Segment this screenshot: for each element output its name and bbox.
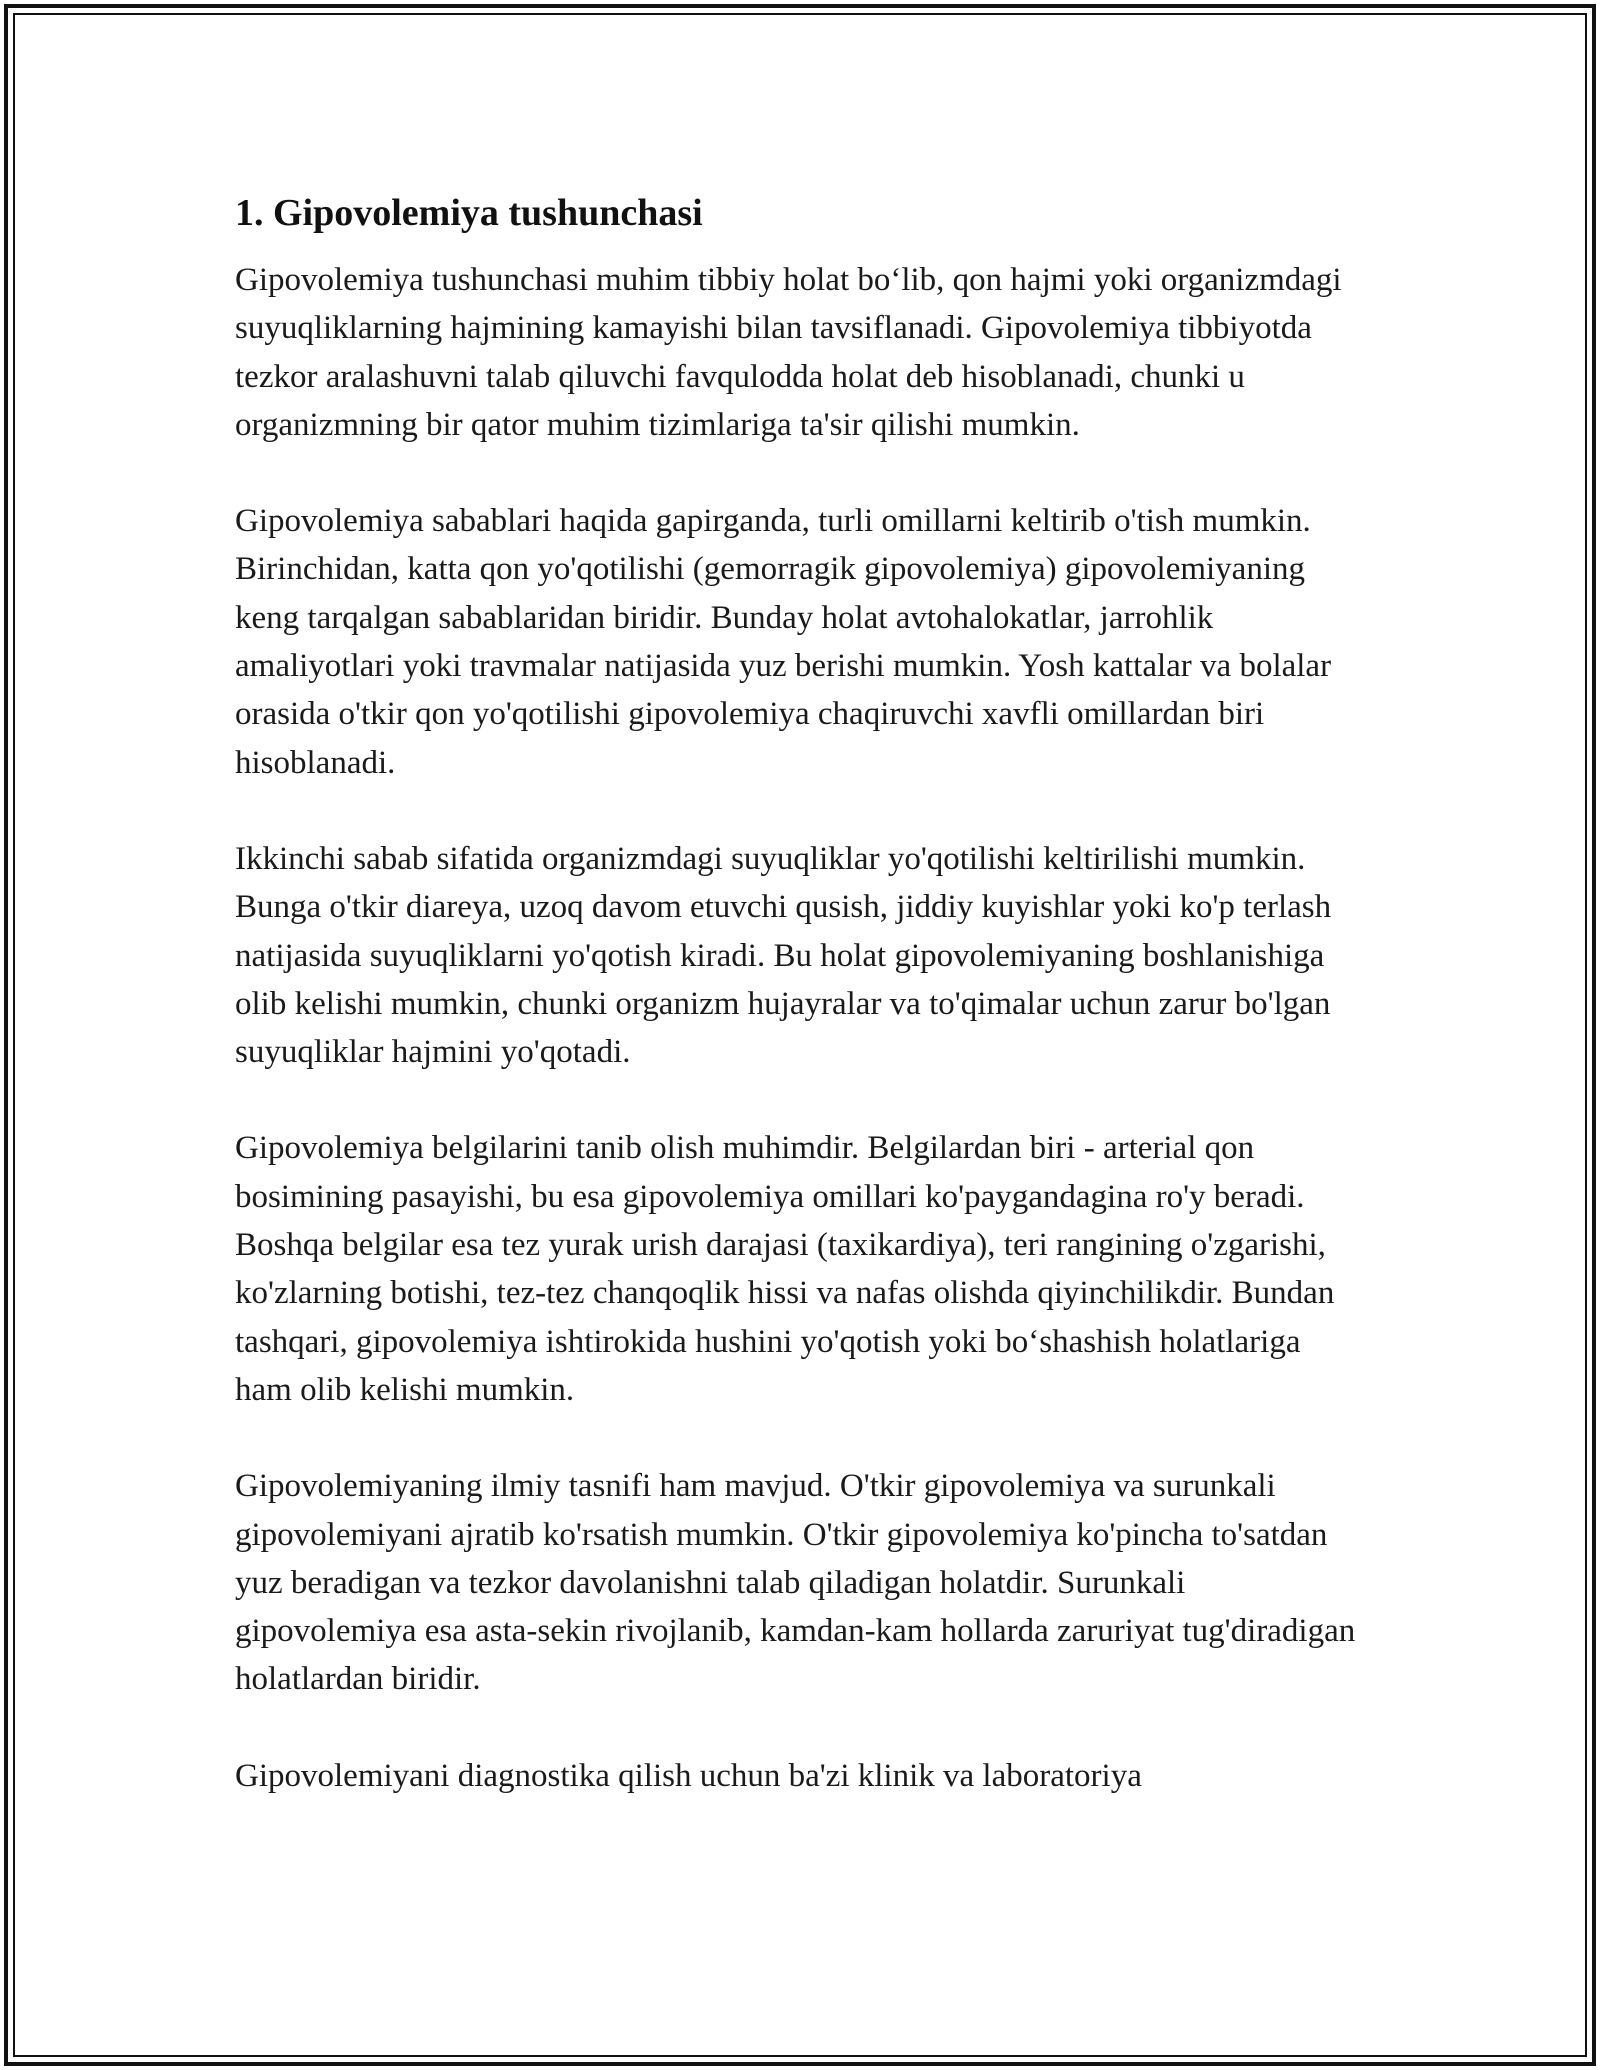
section-heading: 1. Gipovolemiya tushunchasi <box>235 192 703 234</box>
paragraph-symptoms: Gipovolemiya belgilarini tanib olish muhimdir. Belgilardan biri - arterial qon bosimining pasayishi, bu esa gipovolemiya omillari ko'paygandagina ro'y beradi. Boshqa belgilar esa tez yurak urish darajasi (taxikardiya), teri rangining o'zgarishi, ko'zlarning botishi, tez-tez chanqoqlik hissi va nafas olishda qiyinchilikdir. Bundan tashqari, gipovolemiya ishtirokida hushini yo'qotish yoki bo‘shashish holatlariga ham olib kelishi mumkin. <box>235 1130 1335 1408</box>
paragraph-diagnostics: Gipovolemiyani diagnostika qilish uchun ba'zi klinik va laboratoriya <box>235 1757 1142 1794</box>
paragraph-definition: Gipovolemiya tushunchasi muhim tibbiy holat bo‘lib, qon hajmi yoki organizmdagi suyuqliklarning hajmining kamayishi bilan tavsiflanadi. Gipovolemiya tibbiyotda tezkor aralashuvni talab qiluvchi favqulodda holat deb hisoblanadi, chunki u organizmning bir qator muhim tizimlariga ta'sir qilishi mumkin. <box>235 262 1342 443</box>
paragraph-causes: Gipovolemiya sabablari haqida gapirganda, turli omillarni keltirib o'tish mumkin. Birinchidan, katta qon yo'qotilishi (gemorragik gipovolemiya) gipovolemiyaning keng tarqalgan sabablaridan biridir. Bunday holat avtohalokatlar, jarrohlik amaliyotlari yoki travmalar natijasida yuz berishi mumkin. Yosh kattalar va bolalar orasida o'tkir qon yo'qotilishi gipovolemiya chaqiruvchi xavfli omillardan biri hisoblanadi. <box>235 503 1332 781</box>
paragraph-fluid-loss: Ikkinchi sabab sifatida organizmdagi suyuqliklar yo'qotilishi keltirilishi mumkin. Bunga o'tkir diareya, uzoq davom etuvchi qusish, jiddiy kuyishlar yoki ko'p terlash natijasida suyuqliklarni yo'qotish kiradi. Bu holat gipovolemiyaning boshlanishiga olib kelishi mumkin, chunki organizm hujayralar va to'qimalar uchun zarur bo'lgan suyuqliklar hajmini yo'qotadi. <box>235 840 1332 1071</box>
paragraph-classification: Gipovolemiyaning ilmiy tasnifi ham mavjud. O'tkir gipovolemiya va surunkali gipovolemiyani ajratib ko'rsatish mumkin. O'tkir gipovolemiya ko'pincha to'satdan yuz beradigan va tezkor davolanishni talab qiladigan holatdir. Surunkali gipovolemiya esa asta-sekin rivojlanib, kamdan-kam hollarda zaruriyat tug'diradigan holatlardan biridir. <box>235 1468 1356 1698</box>
document-body <box>235 190 1365 1800</box>
